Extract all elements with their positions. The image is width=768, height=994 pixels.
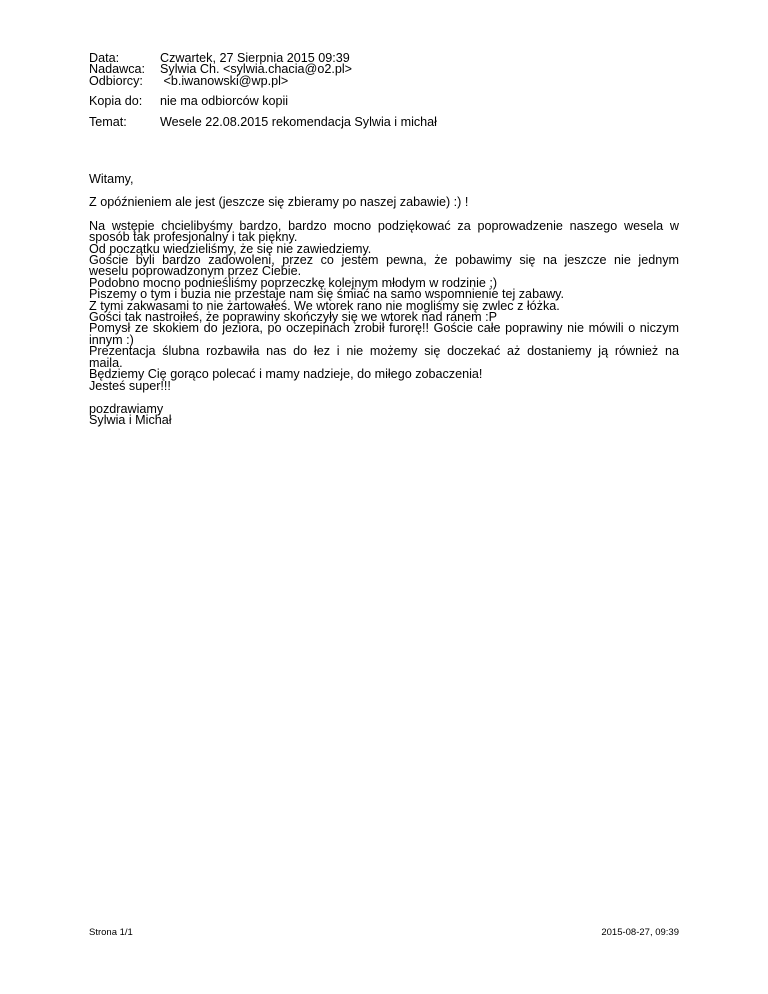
body-line: Piszemy o tym i buzia nie przestaje nam się śmiać na samo wspomnienie tej zabawy.: [89, 287, 565, 302]
message-paragraph: [89, 218, 679, 393]
body-line: sposób tak profesjonalny i tak piękny.: [89, 230, 298, 245]
from-value: Sylwia Ch. <sylwia.chacia@o2.pl>: [160, 62, 352, 77]
body-line: maila.: [89, 355, 123, 370]
signature: Sylwia i Michał: [89, 413, 172, 428]
signoff: [89, 401, 679, 428]
subject-label: Temat:: [89, 114, 127, 129]
subject-row: [89, 114, 437, 129]
greeting: Witamy,: [89, 172, 134, 186]
to-label: Odbiorcy:: [89, 73, 143, 88]
body-line: Od początku wiedzieliśmy, że się nie zawiedziemy.: [89, 241, 372, 256]
from-label: Nadawca:: [89, 62, 146, 77]
body-line: Z tymi zakwasami to nie żartowałeś. We wtorek rano nie mogliśmy się zwlec z łóżka.: [89, 298, 560, 313]
body-line: Na wstępie chcielibyśmy bardzo, bardzo mocno podziękować za poprowadzenie naszego wesela w: [89, 218, 679, 233]
subject-value: Wesele 22.08.2015 rekomendacja Sylwia i michał: [160, 114, 437, 129]
print-timestamp: 2015-08-27, 09:39: [601, 927, 679, 938]
intro-line: Z opóźnieniem ale jest (jeszcze się zbieramy po naszej zabawie) :) !: [89, 195, 469, 210]
body-line: Pomysł ze skokiem do jeziora, po oczepinach zrobił furorę!! Goście całe poprawiny nie mówili o niczym: [89, 321, 679, 336]
body-line: Podobno mocno podnieśliśmy poprzeczkę kolejnym młodym w rodzinie ;): [89, 275, 498, 290]
date-value: Czwartek, 27 Sierpnia 2015 09:39: [160, 51, 350, 65]
to-row: [89, 73, 437, 88]
page-number: Strona 1/1: [89, 927, 133, 938]
closing: pozdrawiamy: [89, 401, 164, 416]
cc-label: Kopia do:: [89, 94, 143, 109]
email-header: [89, 53, 437, 128]
body-line: Gości tak nastroiłeś, że poprawiny skończyły się we wtorek nad ranem :P: [89, 310, 498, 325]
body-line: innym :): [89, 332, 134, 347]
body-line: Będziemy Cię gorąco polecać i mamy nadzieje, do miłego zobaczenia!: [89, 367, 483, 382]
body-line: Goście byli bardzo zadowoleni, przez co jestem pewna, że pobawimy się na jeszcze nie jednym: [89, 253, 679, 268]
date-label: Data:: [89, 51, 120, 65]
body-line: Jesteś super!!!: [89, 378, 171, 393]
to-value: <b.iwanowski@wp.pl>: [160, 73, 289, 88]
email-body: [89, 174, 679, 427]
cc-row: [89, 96, 437, 107]
body-line: Prezentacja ślubna rozbawiła nas do łez i nie możemy się doczekać aż dostaniemy ją również na: [89, 344, 679, 359]
body-line: weselu poprowadzonym przez Ciebie.: [89, 264, 302, 279]
cc-value: nie ma odbiorców kopii: [160, 94, 289, 109]
